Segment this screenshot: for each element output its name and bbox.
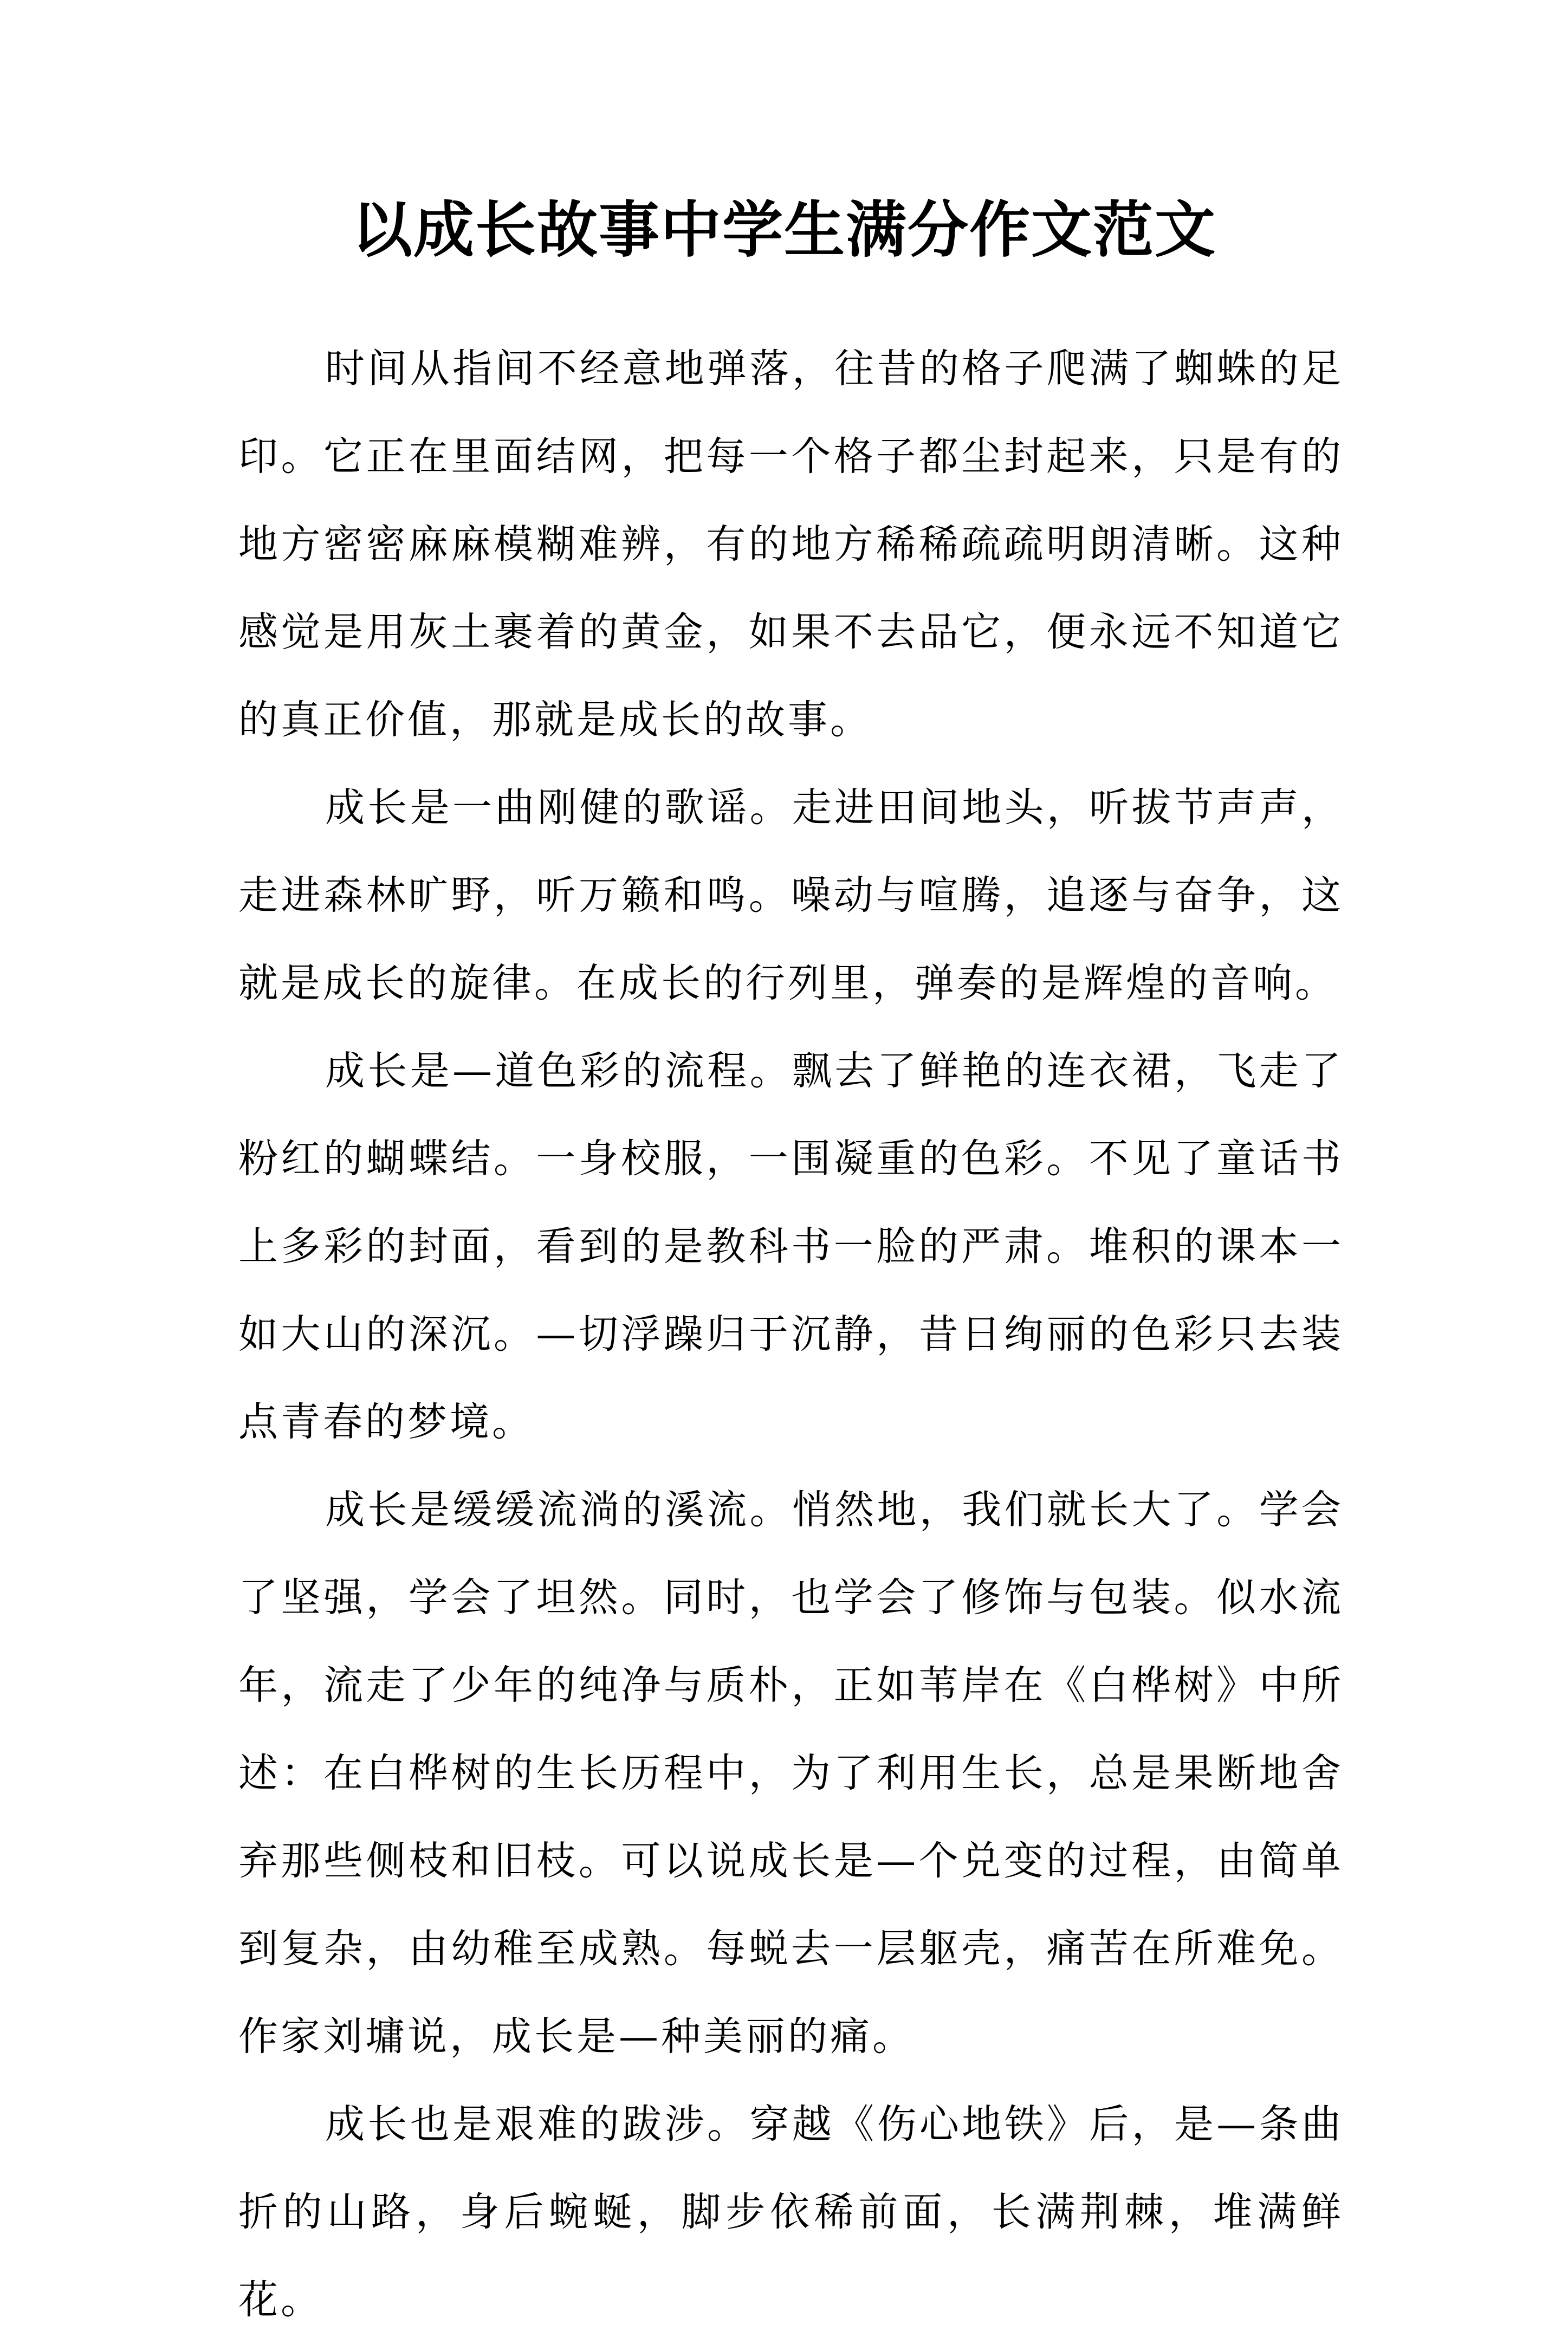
document-body: [238, 325, 1344, 2344]
paragraph-5: 成长也是艰难的跋涉。穿越《伤心地铁》后，是—条曲折的山路，身后蜿蜒，脚步依稀前面，长满荆棘，堆满鲜花。: [238, 2101, 1344, 2323]
paragraph-1: 时间从指间不经意地弹落，往昔的格子爬满了蜘蛛的足印。它正在里面结网，把每一个格子都尘封起来，只是有的地方密密麻麻模糊难辨，有的地方稀稀疏疏明朗清晰。这种感觉是用灰土裹着的黄金，如果不去品它，便永远不知道它的真正价值，那就是成长的故事。: [238, 346, 1344, 743]
paragraph-3: 成长是—道色彩的流程。飘去了鲜艳的连衣裙，飞走了粉红的蝴蝶结。一身校服，一围凝重的色彩。不见了童话书上多彩的封面，看到的是教科书一脸的严肃。堆积的课本一如大山的深沉。—切浮躁归于沉静，昔日绚丽的色彩只去装点青春的梦境。: [238, 1048, 1344, 1445]
paragraph-4: 成长是缓缓流淌的溪流。悄然地，我们就长大了。学会了坚强，学会了坦然。同时，也学会了修饰与包装。似水流年，流走了少年的纯净与质朴，正如苇岸在《白桦树》中所述：在白桦树的生长历程中，为了利用生长，总是果断地舍弃那些侧枝和旧枝。可以说成长是—个兑变的过程，由简单到复杂，由幼稚至成熟。每蜕去一层躯壳，痛苦在所难免。作家刘墉说，成长是—种美丽的痛。: [238, 1487, 1344, 2060]
document-title: 以成长故事中学生满分作文范文: [352, 195, 1216, 266]
paragraph-2: 成长是一曲刚健的歌谣。走进田间地头，听拔节声声，走进森林旷野，听万籁和鸣。噪动与喧腾，追逐与奋争，这就是成长的旋律。在成长的行列里，弹奏的是辉煌的音响。: [238, 785, 1344, 1006]
